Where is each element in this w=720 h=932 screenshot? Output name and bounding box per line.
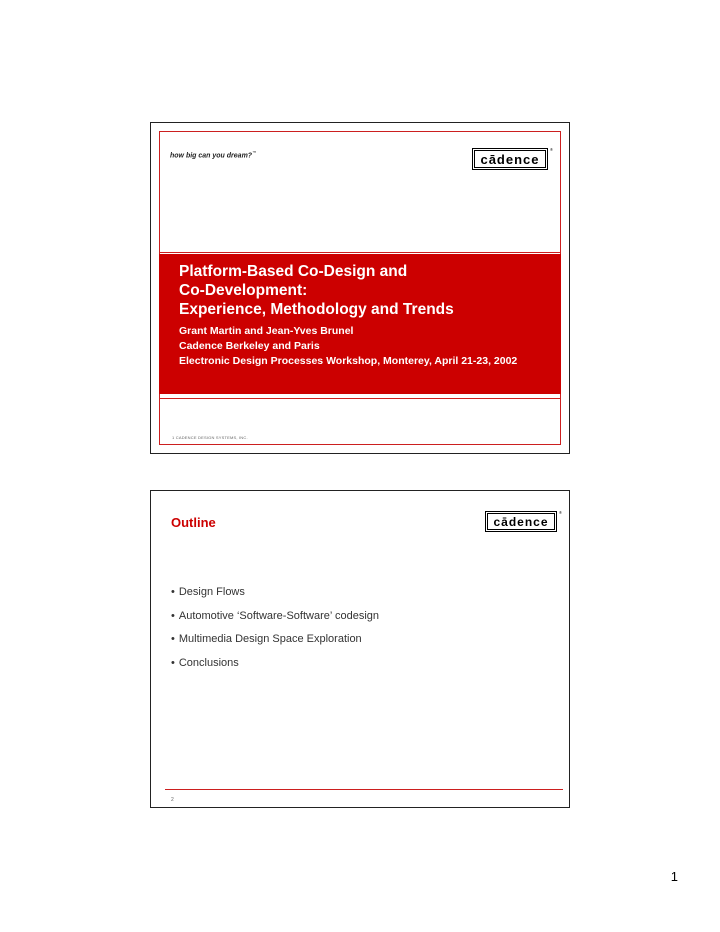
title-line-2: Co-Development: xyxy=(179,282,308,299)
list-item xyxy=(171,652,379,676)
cadence-logo-text: cādence xyxy=(493,514,549,529)
bullet-icon: • xyxy=(171,656,175,669)
bullet-text: Design Flows xyxy=(178,586,245,598)
authors: Grant Martin and Jean-Yves Brunel xyxy=(179,325,354,337)
bullet-list xyxy=(171,581,379,675)
slide-2 xyxy=(150,490,570,808)
event: Electronic Design Processes Workshop, Monterey, April 21-23, 2002 xyxy=(179,355,518,367)
slide-1-header-area xyxy=(160,132,560,253)
bullet-icon: • xyxy=(171,633,175,645)
title-band xyxy=(159,254,561,394)
title-line-3: Experience, Methodology and Trends xyxy=(179,301,454,318)
list-item xyxy=(171,628,379,652)
footer-divider xyxy=(165,789,563,790)
bullet-text: Conclusions xyxy=(178,656,239,669)
page-number: 1 xyxy=(670,869,678,884)
slide-1-footer: 1 CADENCE DESIGN SYSTEMS, INC. xyxy=(172,435,248,440)
title-line-1: Platform-Based Co-Design and xyxy=(179,263,408,280)
slide-title: Outline xyxy=(171,515,216,530)
bullet-icon: • xyxy=(171,609,175,622)
tagline: how big can you dream?™ xyxy=(170,150,257,160)
list-item xyxy=(171,581,379,605)
slide-1-frame xyxy=(159,131,561,445)
slide-1-footer-area xyxy=(160,398,560,444)
registered-mark: ® xyxy=(559,510,562,515)
slide-1 xyxy=(150,122,570,454)
affiliation: Cadence Berkeley and Paris xyxy=(179,340,320,352)
list-item xyxy=(171,605,379,629)
bullet-icon: • xyxy=(171,586,175,598)
cadence-logo xyxy=(474,147,553,168)
cadence-logo xyxy=(487,510,562,530)
bullet-text: Automotive ‘Software-Software’ codesign xyxy=(178,609,379,622)
registered-mark: ® xyxy=(550,147,553,152)
slide-2-footer: 2 xyxy=(171,797,174,803)
bullet-text: Multimedia Design Space Exploration xyxy=(178,633,362,645)
cadence-logo-text: cādence xyxy=(480,151,540,167)
presentation-title xyxy=(179,262,547,319)
